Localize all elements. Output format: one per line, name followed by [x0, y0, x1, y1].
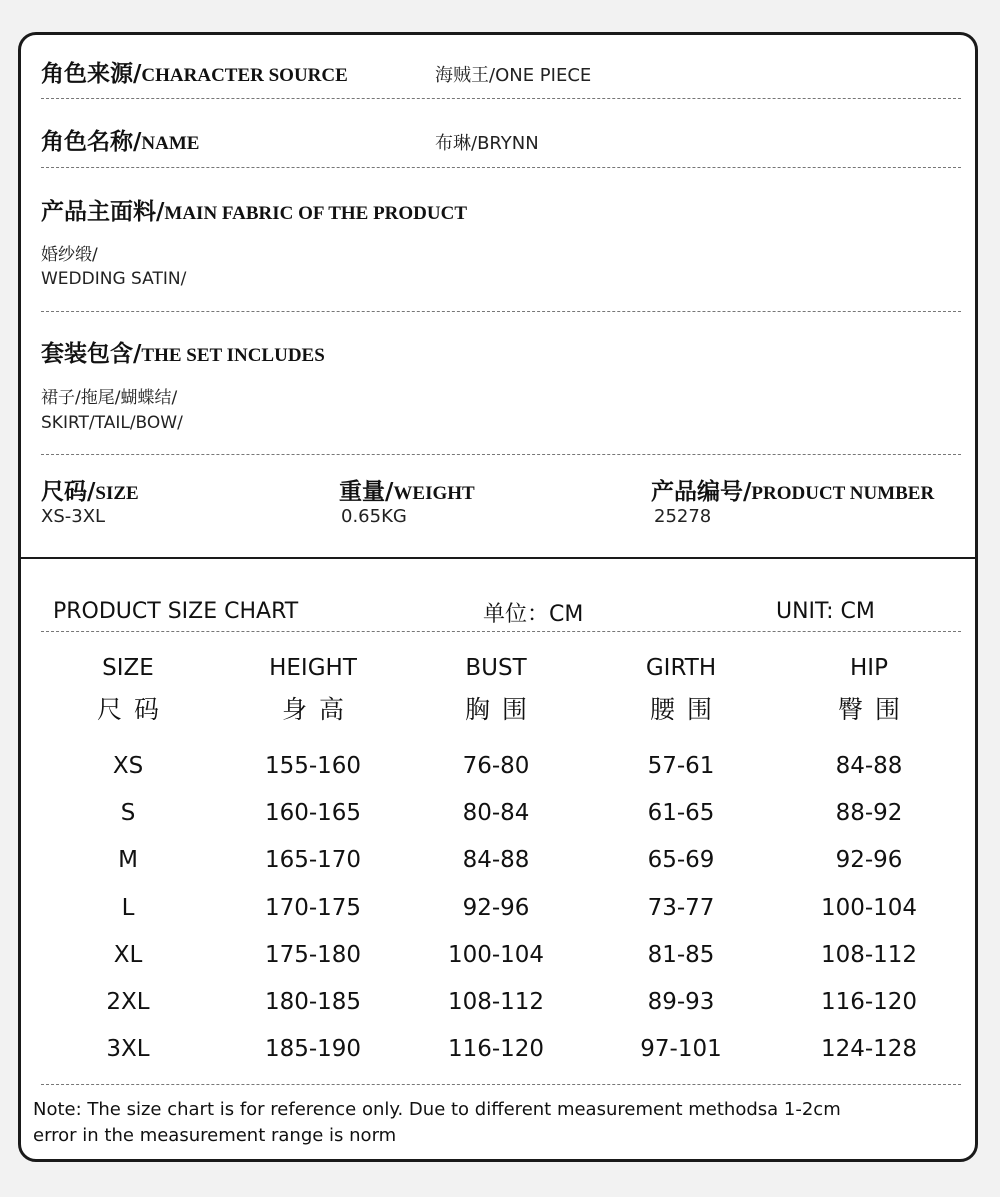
size-label-zh: 尺码/ [41, 478, 96, 505]
table-cell: 88-92 [835, 800, 903, 826]
column-header-en: HEIGHT [269, 655, 357, 681]
table-cell: 57-61 [647, 753, 715, 779]
divider [41, 454, 961, 455]
table-cell: 100-104 [820, 895, 918, 921]
table-cell: 124-128 [820, 1036, 918, 1062]
table-cell: 185-190 [264, 1036, 362, 1062]
table-cell: 3XL [106, 1036, 150, 1062]
product-number-value: 25278 [654, 506, 712, 527]
size-label-en: SIZE [95, 483, 139, 504]
table-cell: 180-185 [264, 989, 362, 1015]
fabric-label-en: MAIN FABRIC OF THE PRODUCT [164, 203, 468, 224]
table-cell: 84-88 [462, 847, 530, 873]
column-header-zh: 腰围 [649, 695, 724, 724]
divider [41, 1084, 961, 1085]
table-cell: 61-65 [647, 800, 715, 826]
column-header-zh: 胸围 [464, 695, 539, 724]
table-cell: 84-88 [835, 753, 903, 779]
table-cell: L [121, 895, 135, 921]
size-value: XS-3XL [41, 506, 106, 527]
note-line-2: error in the measurement range is norm [33, 1125, 397, 1146]
table-cell: M [118, 847, 138, 873]
table-cell: 170-175 [264, 895, 362, 921]
table-cell: 80-84 [462, 800, 530, 826]
table-cell: XL [113, 942, 143, 968]
divider [41, 631, 961, 632]
character-source-label-zh: 角色来源/ [41, 60, 142, 87]
name-value: 布琳/BRYNN [435, 133, 539, 154]
table-cell: 92-96 [835, 847, 903, 873]
note-line-1: Note: The size chart is for reference only. Due to different measurement methodsa 1-2cm [33, 1099, 841, 1120]
table-cell: 108-112 [447, 989, 545, 1015]
table-cell: 65-69 [647, 847, 715, 873]
column-header-zh: 身高 [281, 695, 356, 724]
set-includes-value-zh: 裙子/拖尾/蝴蝶结/ [41, 388, 178, 408]
column-header-en: BUST [465, 655, 527, 681]
character-source-label-en: CHARACTER SOURCE [141, 65, 348, 86]
name-label-zh: 角色名称/ [41, 128, 142, 155]
character-source-label [41, 55, 348, 88]
section-divider [18, 557, 978, 559]
table-cell: 160-165 [264, 800, 362, 826]
column-header-en: HIP [850, 655, 888, 681]
product-number-label-en: PRODUCT NUMBER [751, 483, 935, 504]
weight-value: 0.65KG [341, 506, 407, 527]
table-cell: 92-96 [462, 895, 530, 921]
divider [41, 167, 961, 168]
set-includes-label-zh: 套装包含/ [41, 340, 142, 367]
table-cell: 89-93 [647, 989, 715, 1015]
weight-label [339, 473, 475, 506]
set-includes-label [41, 335, 325, 368]
divider [41, 311, 961, 312]
set-includes-label-en: THE SET INCLUDES [141, 345, 325, 366]
table-cell: 2XL [106, 989, 150, 1015]
size-label [41, 473, 139, 506]
table-cell: 116-120 [820, 989, 918, 1015]
size-chart-unit-zh: 单位：CM [483, 602, 584, 627]
column-header-zh: 尺码 [96, 695, 171, 724]
column-header-zh: 臀围 [837, 695, 912, 724]
table-cell: XS [112, 753, 144, 779]
weight-label-en: WEIGHT [393, 483, 475, 504]
table-cell: 108-112 [820, 942, 918, 968]
table-cell: 81-85 [647, 942, 715, 968]
name-label [41, 123, 199, 156]
table-cell: 76-80 [462, 753, 530, 779]
fabric-value-zh: 婚纱缎/ [41, 245, 98, 265]
name-label-en: NAME [141, 133, 200, 154]
fabric-value-en: WEDDING SATIN/ [41, 269, 187, 289]
product-number-label [651, 473, 934, 506]
fabric-label [41, 193, 467, 226]
table-cell: 165-170 [264, 847, 362, 873]
weight-label-zh: 重量/ [339, 478, 394, 505]
product-number-label-zh: 产品编号/ [651, 478, 752, 505]
column-header-en: SIZE [102, 655, 154, 681]
product-info-card [18, 32, 978, 1162]
size-chart-title: PRODUCT SIZE CHART [53, 599, 299, 624]
table-cell: 100-104 [447, 942, 545, 968]
table-cell: 155-160 [264, 753, 362, 779]
divider [41, 98, 961, 99]
table-cell: 97-101 [640, 1036, 722, 1062]
character-source-value: 海贼王/ONE PIECE [435, 65, 592, 86]
table-cell: 73-77 [647, 895, 715, 921]
table-cell: S [120, 800, 136, 826]
table-cell: 116-120 [447, 1036, 545, 1062]
size-chart-unit-en: UNIT: CM [776, 599, 875, 624]
fabric-label-zh: 产品主面料/ [41, 198, 165, 225]
column-header-en: GIRTH [645, 655, 717, 681]
set-includes-value-en: SKIRT/TAIL/BOW/ [41, 413, 183, 433]
table-cell: 175-180 [264, 942, 362, 968]
